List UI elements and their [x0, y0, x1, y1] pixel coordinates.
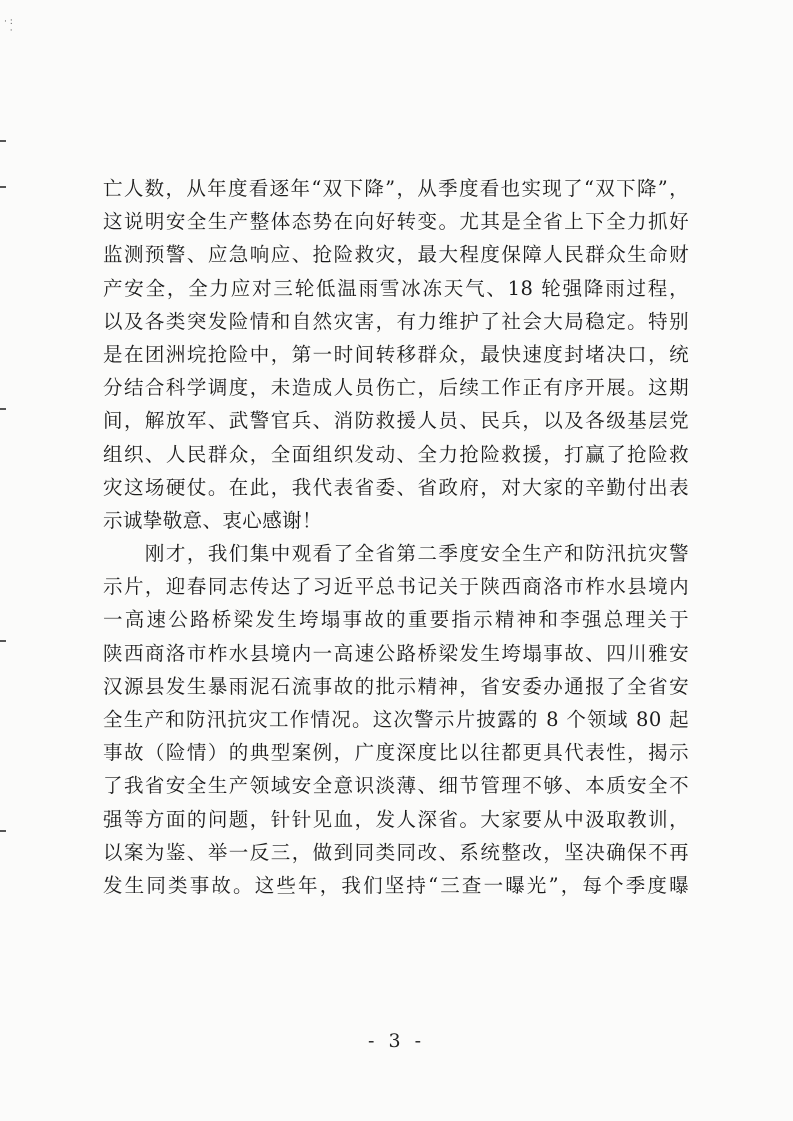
page-number: - 3 - — [367, 1030, 425, 1052]
body-text — [103, 172, 689, 902]
text-line: 强等方面的问题，针针见血，发人深省。大家要从中汲取教训， — [103, 807, 689, 831]
text-line: 这说明安全生产整体态势在向好转变。尤其是全省上下全力抓好 — [103, 210, 689, 234]
text-line: 组织、人民群众，全面组织发动、全力抢险救援，打赢了抢险救 — [103, 442, 689, 466]
text-line: 产安全，全力应对三轮低温雨雪冰冻天气、18 轮强降雨过程， — [103, 276, 689, 300]
text-line: 汉源县发生暴雨泥石流事故的批示精神，省安委办通报了全省安 — [103, 674, 689, 698]
text-line: 是在团洲垸抢险中，第一时间转移群众，最快速度封堵决口，统 — [103, 342, 689, 366]
text-line: 全生产和防汛抗灾工作情况。这次警示片披露的 8 个领域 80 起 — [103, 708, 689, 731]
text-line: 间，解放军、武警官兵、消防救援人员、民兵，以及各级基层党 — [103, 409, 689, 433]
scan-mark-5 — [0, 830, 6, 832]
text-line: 刚才，我们集中观看了全省第二季度安全生产和防汛抗灾警 — [103, 542, 689, 566]
scan-mark-1 — [0, 140, 6, 142]
text-line: 陕西商洛市柞水县境内一高速公路桥梁发生垮塌事故、四川雅安 — [103, 641, 689, 665]
scan-mark-3 — [0, 408, 6, 410]
text-line: 监测预警、应急响应、抢险救灾，最大程度保障人民群众生命财 — [103, 243, 689, 267]
scan-mark-dots: · : · — [4, 17, 13, 36]
text-line: 了我省安全生产领域安全意识淡薄、细节管理不够、本质安全不 — [103, 774, 689, 798]
text-line: 一高速公路桥梁发生垮塌事故的重要指示精神和李强总理关于 — [103, 608, 689, 632]
text-line: 分结合科学调度，未造成人员伤亡，后续工作正有序开展。这期 — [103, 376, 689, 400]
scan-mark-2 — [0, 186, 6, 188]
text-line: 灾这场硬仗。在此，我代表省委、省政府，对大家的辛勤付出表 — [103, 475, 689, 499]
text-line: 事故（险情）的典型案例，广度深度比以往都更具代表性，揭示 — [103, 741, 689, 765]
text-line: 以案为鉴、举一反三，做到同类同改、系统整改，坚决确保不再 — [103, 840, 689, 864]
text-line: 以及各类突发险情和自然灾害，有力维护了社会大局稳定。特别 — [103, 309, 689, 333]
text-line: 发生同类事故。这些年，我们坚持“三查一曝光”，每个季度曝 — [103, 873, 689, 897]
text-line: 示片，迎春同志传达了习近平总书记关于陕西商洛市柞水县境内 — [103, 575, 689, 599]
text-line: 示诚挚敬意、衷心感谢！ — [103, 508, 322, 532]
scan-mark-4 — [0, 640, 6, 642]
text-line: 亡人数，从年度看逐年“双下降”，从季度看也实现了“双下降”， — [103, 177, 689, 200]
